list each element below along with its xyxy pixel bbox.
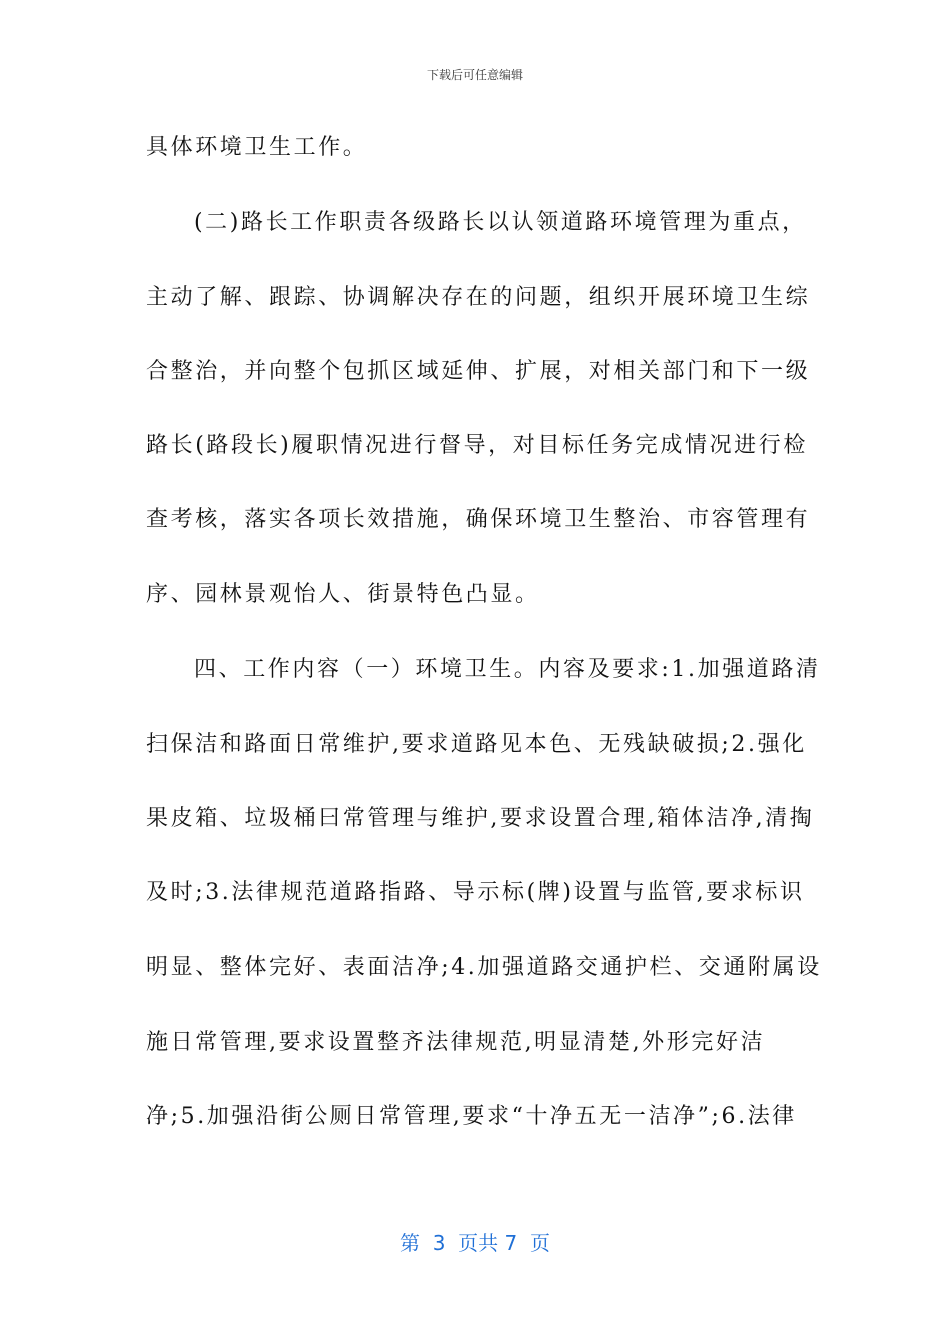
header-note: 下载后可任意编辑 <box>426 68 523 82</box>
body-line: 及时;3.法律规范道路指路、导示标(牌)设置与监管,要求标识 <box>146 880 805 905</box>
body-line: 扫保洁和路面日常维护,要求道路见本色、无残缺破损;2.强化 <box>146 732 807 757</box>
body-line: 路长(路段长)履职情况进行督导，对目标任务完成情况进行检 <box>146 433 808 458</box>
body-line: 果皮箱、垃圾桶曰常管理与维护,要求设置合理,箱体洁净,清掏 <box>146 806 815 831</box>
body-line: 具体环境卫生工作。 <box>146 135 368 160</box>
body-line: 查考核，落实各项长效措施，确保环境卫生整治、市容管理有 <box>146 507 811 532</box>
body-line: (二)路长工作职责各级路长以认领道路环境管理为重点， <box>194 210 807 235</box>
body-line: 四、工作内容（一）环境卫生。内容及要求:1.加强道路清 <box>194 657 821 682</box>
body-line: 合整治，并向整个包抓区域延伸、扩展，对相关部门和下一级 <box>146 359 811 384</box>
body-line: 主动了解、跟踪、协调解决存在的问题，组织开展环境卫生综 <box>146 285 811 310</box>
body-line: 施日常管理,要求设置整齐法律规范,明显清楚,外形完好洁 <box>146 1030 766 1055</box>
page-number: 第 3 页共 7 页 <box>400 1231 550 1255</box>
body-line: 净;5.加强沿街公厕日常管理,要求“十净五无一洁净”;6.法律 <box>146 1104 797 1129</box>
body-line: 序、园林景观怡人、街景特色凸显。 <box>146 582 540 607</box>
body-line: 明显、整体完好、表面洁净;4.加强道路交通护栏、交通附属设 <box>146 955 822 980</box>
